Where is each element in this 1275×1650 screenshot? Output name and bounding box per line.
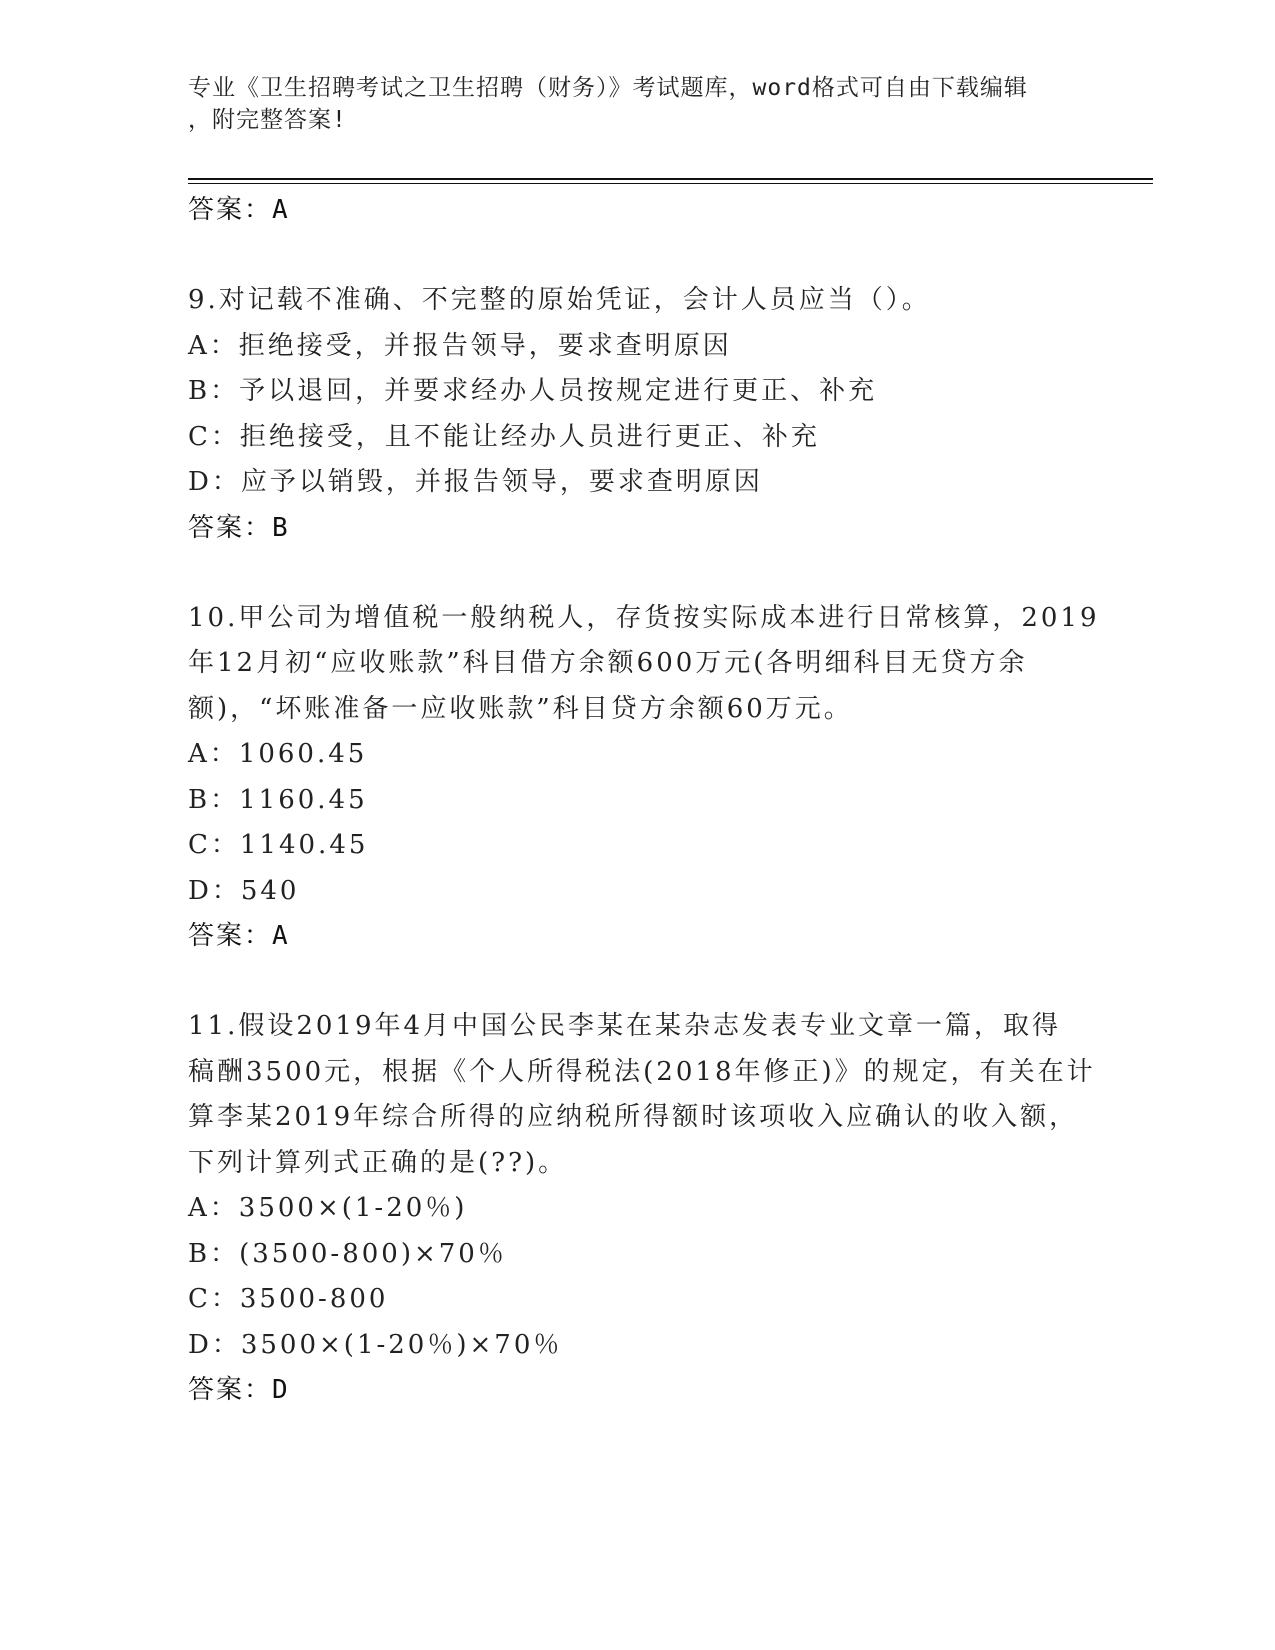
- question-stem: 算李某2019年综合所得的应纳税所得额时该项收入应确认的收入额，: [188, 1102, 1079, 1132]
- option-b: B：(3500-800)×70％: [188, 1238, 507, 1269]
- question-stem: 稿酬3500元，根据《个人所得税法(2018年修正)》的规定，有关在计: [188, 1056, 1096, 1087]
- header-divider-thin: [188, 183, 1153, 184]
- document-header: [188, 72, 1088, 136]
- question-block: [188, 596, 1100, 960]
- option-b: B：予以退回，并要求经办人员按规定进行更正、补充: [188, 376, 878, 406]
- answer-line: [188, 506, 1088, 551]
- header-line-2: ，附完整答案!: [188, 107, 347, 133]
- question-stem: 年12月初“应收账款”科目借方余额600万元(各明细科目无贷方余: [188, 648, 1028, 678]
- answer-value: A: [272, 195, 290, 225]
- question-block: [188, 278, 1088, 551]
- question-block: [188, 1004, 1096, 1413]
- option-c: C：1140.45: [188, 830, 369, 860]
- option-d: D：应予以销毁，并报告领导，要求查明原因: [188, 467, 763, 497]
- question-stem: 额)，“坏账准备一应收账款”科目贷方余额60万元。: [188, 693, 853, 724]
- option-a: A：拒绝接受，并报告领导，要求查明原因: [188, 330, 732, 361]
- answer-label: 答案：: [188, 512, 273, 543]
- option-c: C：拒绝接受，且不能让经办人员进行更正、补充: [188, 421, 820, 452]
- header-divider: [188, 178, 1153, 180]
- option-d: D：3500×(1-20％)×70％: [188, 1329, 563, 1360]
- question-list: [188, 188, 1100, 1413]
- question-stem: 9.对记载不准确、不完整的原始凭证，会计人员应当（）。: [188, 285, 931, 315]
- answer-line: [188, 1368, 1088, 1413]
- answer-value: B: [272, 512, 290, 543]
- question-stem: 11.假设2019年4月中国公民李某在某杂志发表专业文章一篇，取得: [188, 1011, 1062, 1041]
- answer-line: [188, 188, 1088, 233]
- option-c: C：3500-800: [188, 1284, 389, 1314]
- answer-value: A: [272, 921, 290, 951]
- answer-label: 答案：: [188, 195, 273, 225]
- answer-value: D: [272, 1375, 290, 1405]
- option-b: B：1160.45: [188, 784, 368, 815]
- answer-line: [188, 914, 1088, 959]
- header-line-1: 专业《卫生招聘考试之卫生招聘（财务）》考试题库，word格式可自由下载编辑: [188, 75, 1028, 101]
- question-stem: 10.甲公司为增值税一般纳税人，存货按实际成本进行日常核算，2019: [188, 602, 1100, 633]
- option-a: A：1060.45: [188, 739, 368, 769]
- answer-label: 答案：: [188, 1375, 273, 1405]
- answer-label: 答案：: [188, 921, 273, 951]
- option-d: D：540: [188, 875, 300, 906]
- option-a: A：3500×(1-20％): [188, 1193, 468, 1223]
- question-stem: 下列计算列式正确的是(??)。: [188, 1147, 568, 1178]
